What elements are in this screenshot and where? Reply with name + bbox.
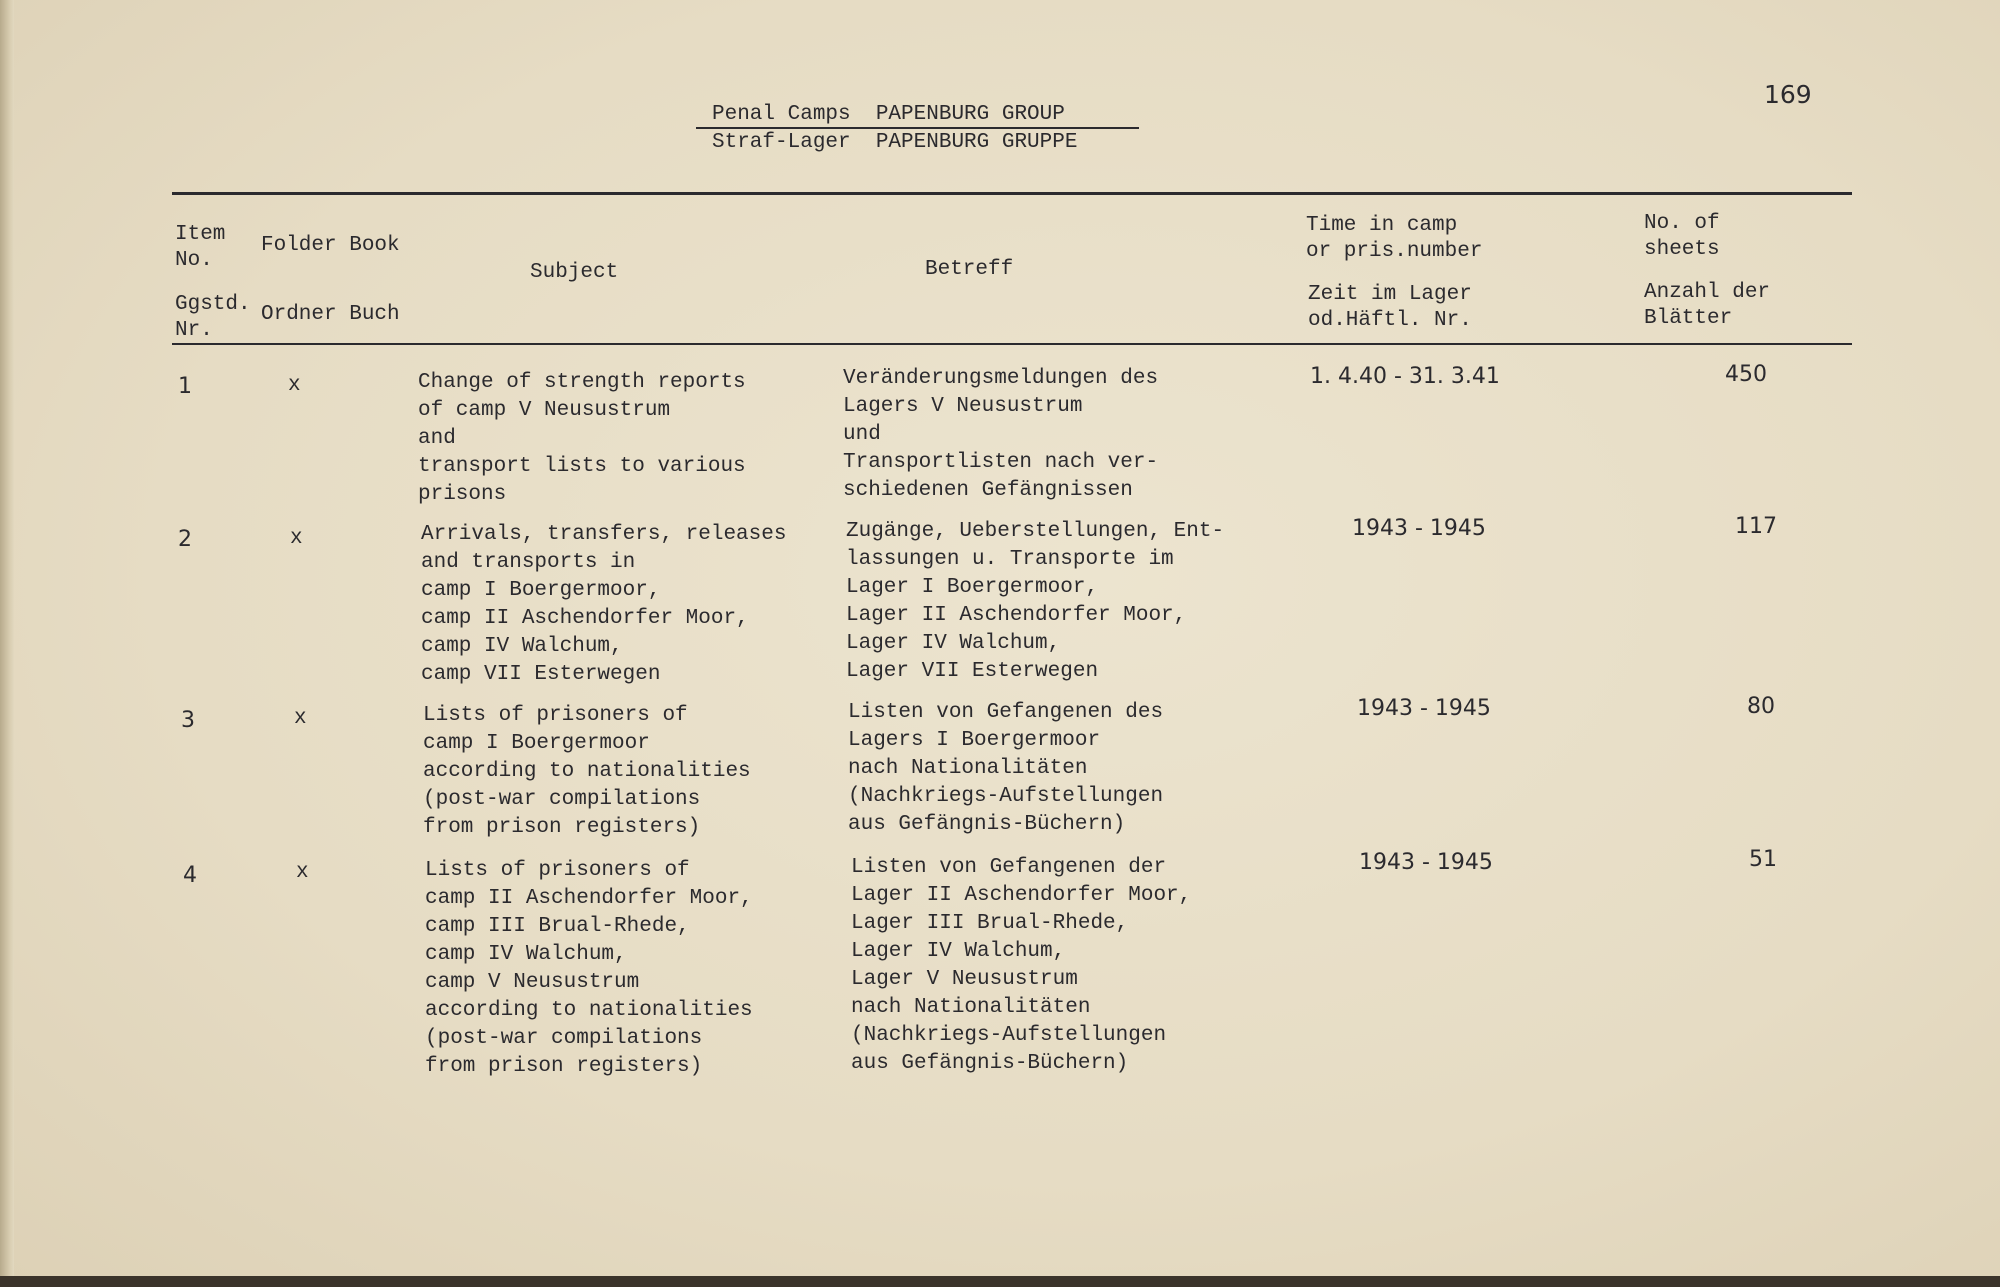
row-4-item-no: 4 [183,863,197,888]
row-2-betreff: Zugänge, Ueberstellungen, Ent- lassungen u. Transporte im Lager I Boergermoor, Lager II Aschendorfer Moor, Lager IV Walchum, Lager VII Esterwegen [846,520,1225,683]
row-3-betreff: Listen von Gefangenen des Lagers I Boergermoor nach Nationalitäten (Nachkriegs-Aufstellungen aus Gefängnis-Büchern) [848,701,1164,836]
row-4-subject: Lists of prisoners of camp II Aschendorfer Moor, camp III Brual-Rhede, camp IV Walchum, camp V Neusustrum according to nationalities (post-war compilations from prison registers) [425,859,753,1078]
header-ggstd-nr: Ggstd. Nr. [175,293,251,342]
header-zeit-im-lager: Zeit im Lager od.Häftl. Nr. [1308,283,1472,332]
row-4-folder-mark: x [296,861,309,884]
table-top-rule [172,192,1852,195]
header-betreff: Betreff [925,258,1014,281]
row-3-sheets: 80 [1747,694,1775,719]
table-header-rule [172,343,1852,345]
row-3-time: 1943 - 1945 [1357,696,1491,721]
title-german: Straf-Lager PAPENBURG GRUPPE [712,131,1078,154]
header-subject: Subject [530,261,619,284]
row-2-subject: Arrivals, transfers, releases and transports in camp I Boergermoor, camp II Aschendorfer Moor, camp IV Walchum, camp VII Esterwegen [421,523,787,686]
row-3-folder-mark: x [294,707,307,730]
title-underline [696,127,1139,129]
header-no-of-sheets: No. of sheets [1644,212,1720,261]
row-3-subject: Lists of prisoners of camp I Boergermoor according to nationalities (post-war compilations from prison registers) [423,704,751,839]
row-2-folder-mark: x [290,527,303,550]
binding-gutter [0,0,14,1280]
page-number: 169 [1764,80,1812,109]
header-folder-book: Folder Book [261,234,400,257]
row-4-time: 1943 - 1945 [1359,850,1493,875]
header-time-in-camp: Time in camp or pris.number [1306,214,1483,263]
row-1-folder-mark: x [288,374,301,397]
title-english: Penal Camps PAPENBURG GROUP [712,103,1065,126]
row-1-time: 1. 4.40 - 31. 3.41 [1310,364,1500,389]
header-item-no: Item No. [175,223,226,272]
row-1-item-no: 1 [178,374,192,399]
row-2-sheets: 117 [1735,514,1777,539]
row-4-betreff: Listen von Gefangenen der Lager II Aschendorfer Moor, Lager III Brual-Rhede, Lager IV Walchum, Lager V Neusustrum nach Nationalitäten (Nachkriegs-Aufstellungen aus Gefängnis-Büchern) [851,856,1192,1075]
row-2-item-no: 2 [178,527,192,552]
row-1-betreff: Veränderungsmeldungen des Lagers V Neusustrum und Transportlisten nach ver- schiedenen Gefängnissen [843,367,1159,502]
page-bottom-edge [0,1276,2000,1287]
header-ordner-buch: Ordner Buch [261,303,400,326]
row-1-sheets: 450 [1725,362,1767,387]
row-4-sheets: 51 [1749,847,1777,872]
header-anzahl-der-blaetter: Anzahl der Blätter [1644,281,1771,330]
row-2-time: 1943 - 1945 [1352,516,1486,541]
row-3-item-no: 3 [181,708,195,733]
row-1-subject: Change of strength reports of camp V Neusustrum and transport lists to various prisons [418,371,746,506]
